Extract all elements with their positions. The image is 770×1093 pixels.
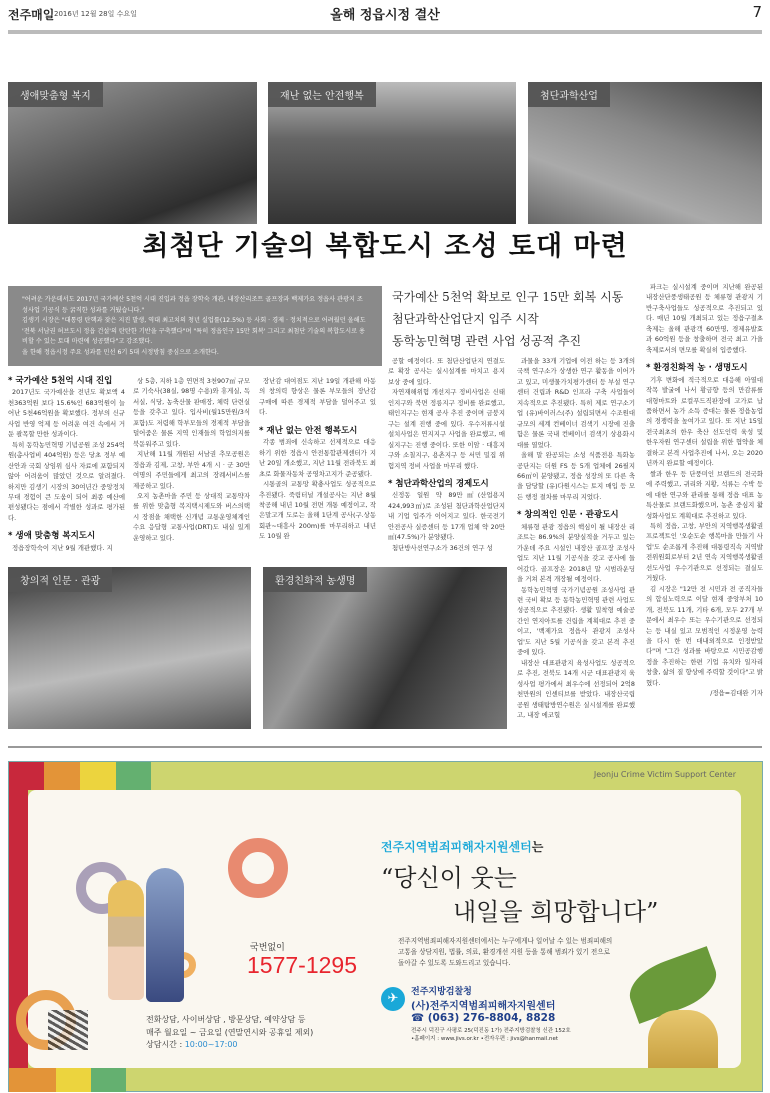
article-paragraph: 상 5층, 지하 1층 연면적 3천907㎡ 규모로 기숙사(38실, 98명 수용)와 휴게실, 독서실, 식당, 농축산물 판매장, 체력 단련실 등을 갖추고 있다. 입사비(월15만원/3식 포함)도 저렴해 학부모들의 경제적 부담을 덜어줌은 물론 지역 인재들의 학업의지를 북돋워주고 있다. — [133, 377, 250, 448]
byline: /정읍=김대완 기자 — [710, 689, 763, 698]
article-paragraph: 동학농민혁명 국가기념공원 조성사업 관련 국비 확보 등 동학농민혁명 관련 사업도 성공적으로 추진됐다. 생활 밀착형 예술공간인 연지아트를 건립을 계획대로 추진 중이고, '백제가요 정읍사 관광지 조성사업'도 지난 5월 기공식을 갖고 본격 추진 중에 있다. — [517, 585, 635, 657]
photo-tourism — [8, 567, 251, 729]
subheadline: 첨단과학산업단지 입주 시작 — [392, 312, 539, 326]
section-heading: * 환경친화적 농 · 생명도시 — [646, 363, 748, 374]
article-paragraph: 오지 농촌마을 주민 등 상대적 교통약자를 위한 맞춤형 복지택시제도와 버스의택시 장점을 채택한 신개념 교통운영체계인 수요 응답형 교통사업(DRT)도 내실 있게 운영하고 있다. — [133, 491, 250, 542]
color-stripe — [9, 762, 44, 790]
org-prosecutors: 전주지방검찰청 — [411, 987, 472, 997]
article-paragraph: 공할 예정이다. 또 첨단산업단지 연결도로 확장 공사는 실시설계를 마치고 용지 보상 중에 있다. — [388, 357, 505, 386]
color-stripe — [80, 762, 116, 790]
color-stripe — [91, 1068, 126, 1092]
article-paragraph: 첨단방사선연구소가 36건의 연구 성 — [392, 543, 493, 552]
photo-label: 창의적 인문 · 관광 — [8, 567, 112, 592]
subheadline: 동학농민혁명 관련 사업 성공적 추진 — [392, 334, 582, 348]
child-illustration — [146, 868, 184, 1002]
girl-illustration — [648, 1010, 718, 1068]
ad-english-name: Jeonju Crime Victim Support Center — [593, 770, 736, 779]
photo-safety — [268, 82, 516, 224]
ad-center-intro — [381, 838, 543, 855]
photo-label: 첨단과학산업 — [528, 82, 610, 107]
article-paragraph: 지난해 11월 개원된 서남권 추모공원은 정읍과 김제, 고창, 부안 4개 시 · 군 30만여명의 주민들에게 최고의 장례서비스를 제공하고 있다. — [133, 450, 250, 490]
article-column — [388, 356, 505, 552]
org-info — [411, 984, 571, 1042]
headline: 최첨단 기술의 복합도시 조성 토대 마련 — [142, 231, 628, 262]
section-title: 올해 정읍시정 결산 — [330, 8, 440, 23]
slogan-line-2: 내일을 희망합니다” — [453, 898, 659, 926]
dove-logo-icon: ✈ — [381, 987, 405, 1011]
article-column — [259, 376, 376, 541]
color-stripe — [44, 762, 80, 790]
hotline-number[interactable]: 1577-1295 — [247, 952, 357, 978]
section-divider — [8, 746, 762, 748]
photo-agriculture — [263, 567, 507, 729]
article-column — [517, 356, 635, 732]
article-paragraph: 장난감 대여점도 지난 19일 개관해 아동의 창의력 향상은 물론 부모들의 장난감 구매에 따른 경제적 부담을 덜어주고 있다. — [259, 377, 376, 417]
article-paragraph: 파크는 실시설계 중이며 지난해 완공된 내장산단풍생태공원 등 체류형 관광지 기반구축사업들도 성공적으로 추진되고 있다. 매년 10월 개최되고 있는 정읍구절초축제는 올해 관광객 60만명, 경제유발효과 60억원 등을 창출하며 전국 최고 가을축제로서의 면모를 확실히 입증했다. — [646, 283, 763, 354]
article-paragraph: 쌀과 한우 등 단풍미인 브랜드의 전국화에 주력했고, 귀리와 지황, 석류는 수박 등에 대한 연구와 관리를 통해 정읍 대표 농특산물로 브랜드화했으며, 농촌 중심지 활성화사업도 계획대로 추진하고 있다. — [646, 469, 763, 520]
org-center: (사)전주지역범죄피해자지원센터 — [411, 1001, 556, 1012]
page-number: 7 — [752, 3, 762, 21]
article-paragraph: 과물을 33개 기업에 이전 하는 등 3개의 국책 연구소가 상생한 연구 활동을 이어가고 있고, 미생물가치평가센터 등 부설 연구센터 건립과 R&D 인프라 구축 사업들이 지속적으로 추진됐다. 특히 제로 연구소기업 (유)바이러스(주) 설립되면서 수조원대 규모의 세계 컨베이너 검색기 시장에 진출함은 물론 국내 컨베이너 검색기 상용화시대를 열었다. — [517, 357, 635, 449]
description-line: 돌아갈 수 있도록 도와드리고 있습니다. — [398, 959, 511, 967]
hours-value: 10:00~17:00 — [184, 1040, 238, 1049]
photo-label: 환경친화적 농생명 — [263, 567, 367, 592]
color-stripe — [9, 1068, 56, 1092]
consultation-info — [146, 1014, 313, 1052]
article-column — [8, 376, 125, 552]
section-heading: * 생애 맞춤형 복지도시 — [8, 531, 96, 542]
newspaper-name: 전주매일 — [8, 8, 55, 22]
city-graphic — [48, 1010, 88, 1050]
photo-science — [528, 82, 762, 224]
article-paragraph: 특히 정읍, 고창, 부안의 지역행복생활권 프로젝트인 '오순도순 행복마을 만들기 사업'도 순조롭게 추진해 대통령직속 지역발전위원회로부터 2년 연속 지역행복생활권 선도사업 우수기관으로 선정되는 결실도 거뒀다. — [646, 521, 763, 583]
org-address: 전주시 덕진구 사평로 25(덕진동 1가) 전주지방검찰청 신관 152호 — [411, 1028, 571, 1034]
article-paragraph: 신정동 일원 약 89만㎡(산업용지 424,993㎡)로 조성된 첨단과학산업단지 내 기업 입주가 이어지고 있다. 한국전기안전공사 실증센터 등 17개 업체 약 20만㎡(47.5%)가 분양됐다. — [388, 491, 505, 542]
article-paragraph: 기후 변화에 적극적으로 대응해 아열대 작목 발굴에 나서 황금향 등의 만감류를 대형마트와 로컬푸드직판장에 고가로 납품하면서 농가 소득 증대는 물론 정읍농업의 경쟁력을 높여가고 있다. 또 지난 15일 전국최초의 한우 축산 선도인력 육성 및 한우자원 연구센터 설립을 위한 협약을 체결하고 본격 사업추진에 나서, 오는 2020년까지 완료할 예정이다. — [646, 375, 763, 468]
intro-paragraph: 올 한해 정읍시정 주요 성과를 민선 6기 5대 시정방침 중심으로 소개한다. — [22, 348, 219, 356]
article-paragraph: 올해 말 완공되는 소성 식품전용 특화농공단지는 더원 FS 등 5개 업체에 26필지66㎡이 분양됐고, 정읍 성장의 또 다른 축을 담당할 (유)다원시스는 토지 매입 등 모든 행정 절차를 마무리 지었다. — [517, 451, 635, 501]
description-line: 전주지역범죄피해자지원센터에서는 누구에게나 일어날 수 있는 범죄피해의 — [398, 937, 613, 945]
hotline-label: 국번없이 — [250, 943, 285, 953]
photo-welfare — [8, 82, 257, 224]
article-paragraph: 김 시장은 "12만 전 시민과 전 공직자들의 합심노력으로 이달 현재 중앙부처 10개, 전북도 11개, 기타 6개, 모두 27개 부문에서 최우수 또는 우수기관으로 선정되는 등 내실 있고 모범적인 시정운영 능력을 다시 한 번 대내외적으로 인정받았다"며 "그간 성과를 바탕으로 시민공감행정을 추진하는 한편 기업 유치와 일자리 창출, 삶의 질 향상에 주력할 것이다"고 밝혔다. — [646, 584, 763, 687]
color-stripe — [56, 1068, 91, 1092]
photo-label: 재난 없는 안전행복 — [268, 82, 376, 107]
photo-label: 생애맞춤형 복지 — [8, 82, 103, 107]
decor-circle-icon — [228, 838, 288, 898]
color-stripe — [9, 790, 28, 1092]
header-rule — [8, 30, 762, 34]
child-illustration — [108, 880, 144, 1000]
color-stripe — [116, 762, 151, 790]
center-name: 전주지역범죄피해자지원센터 — [381, 840, 532, 854]
section-heading: * 창의적인 인문 · 관광도시 — [517, 510, 619, 521]
section-heading: * 재난 없는 안전 행복도시 — [259, 425, 358, 436]
advertisement — [8, 761, 763, 1092]
hours-label: 상담시간 : — [146, 1040, 183, 1049]
consultation-services: 전화상담, 사이버상담 , 방문상담, 예약상담 등 — [146, 1015, 306, 1024]
description-line: 고통을 상담지원, 법률, 의료, 환경개선 지원 등을 통해 범죄가 있기 전으로 — [398, 948, 610, 956]
subheadline: 국가예산 5천억 확보로 인구 15만 회복 시동 — [392, 290, 624, 304]
article-paragraph: 내장산 대표관광지 육성사업도 성공적으로 추진, 전북도 14개 시군 대표관광지 육성사업 평가에서 최우수에 선정되어 2억8천만원의 인센티브를 받았다. 내장산국립공원 생태탐방연수원은 실시설계를 완료했고, 내장 에코힐 — [517, 658, 635, 719]
consultation-days: 매주 월요일 ~ 금요일 (연말연시와 공휴일 제외) — [146, 1027, 314, 1037]
article-column — [133, 376, 250, 542]
article-paragraph: 정읍장학숙이 지난 9월 개관했다. 지 — [12, 543, 113, 552]
article-column — [646, 282, 763, 734]
section-heading: * 첨단과학산업의 경제도시 — [388, 478, 489, 489]
article-paragraph: 체류형 관광 정읍의 핵심이 될 내장산 리조트는 86.9%의 분양실적을 거두고 있는 가운데 주요 시설인 내장산 골프장 조성사업도 지난 11월 기공식을 갖고 공사에 들어갔다. 골프장은 2018년 말 시범라운딩을 거쳐 본격 개장될 예정이다. — [517, 522, 635, 584]
org-phone[interactable]: ☎ (063) 276-8804, 8828 — [411, 1012, 556, 1024]
article-paragraph: 자연재해위험 개선지구 정비사업은 신태인지구와 북면 정릉지구 정비를 완료했고, 태인지구는 현재 공사 추진 중이며 금붕지구는 설계 진행 중에 있다. 우수저류시설 설치사업은 연지지구 사업을 완료했고, 매실지구는 진행 중이다. 또한 이암 · 대흥지구와 소칠지구, 용촌지구 등 서민 밀집 위험지역 정비 사업을 마무리 했다. — [388, 388, 505, 470]
ad-panel — [28, 790, 741, 1068]
intro-paragraph: "어려운 가운데서도 2017년 국가예산 5천억 시대 진입과 정읍 장학숙 개관, 내장산리조트 골프장과 백제가요 정읍사 관광지 조성사업 기공식 등 굵직한 성과를 거뒀습니다." — [22, 296, 363, 314]
center-name-suffix: 는 — [531, 840, 544, 854]
issue-date: 2016년 12월 28일 수요일 — [54, 10, 137, 18]
intro-paragraph: 김생기 시장은 "대통령 탄핵과 잦은 지진 발생, 역대 최고치의 청년 실업률(12.5%) 등 사회 · 경제 · 정치적으로 어려웠던 올해도 '전북 서남권 허브도시 정읍 건설'의 탄탄한 기반을 구축했다"며 "특히 정읍인구 15만 회복' 그리고 최첨단 기술의 복합도시로 용비할 수 있는 토대 마련에 성공했다"고 강조했다. — [22, 317, 366, 345]
article-paragraph: 시통골의 교통망 확충사업도 성공적으로 추진됐다. 죽림터널 개설공사는 지난 8월 착공해 내년 10월 전면 개통 예정이고, 작은말고개 도로는 올해 1단계 공사(구.상동회관~대흥사 200m)를 마무리하고 내년도 10월 완 — [259, 480, 376, 541]
intro-box — [8, 286, 382, 366]
article-paragraph: 2017년도 국가예산을 전년도 확보액 4천363억원 보다 15.6%인 683억원이 늘어난 5천46억원을 확보했다. 정부의 신규 사업 반영 억제 등 어려운 여건 속에서 거둔 괄목할 만한 성과이다. — [8, 388, 125, 439]
org-web-email[interactable]: •홈페이지 : www.jivs.or.kr •전자우편 : jivs@hanmail.net — [411, 1036, 558, 1042]
article-paragraph: 각종 범죄에 신속하고 선제적으로 대응하기 위한 정읍시 안전통합관제센터가 지난 20일 개소했고, 지난 11월 전라북도 최초로 화물자동차 공영차고지가 준공됐다. — [259, 438, 376, 478]
ad-description — [398, 936, 612, 969]
consultation-hours — [146, 1039, 313, 1052]
slogan-line-1: “당신이 웃는 — [381, 864, 517, 892]
article-paragraph: 특히 동학농민혁명 기념공원 조성 254억원(총사업비 404억원) 등은 당초 정부 예산안과 국회 상임위 심사 자료에 포함되지 않아 어려움이 많았던 것으로 알려졌다. 하지만 김생기 시장의 30여년간 중앙정치 무대 경험이 큰 도움이 되어 최종 예산에 편성됐다는 점에서 각별한 성과로 평가된다. — [8, 440, 125, 522]
section-heading: * 국가예산 5천억 시대 진입 — [8, 376, 113, 386]
